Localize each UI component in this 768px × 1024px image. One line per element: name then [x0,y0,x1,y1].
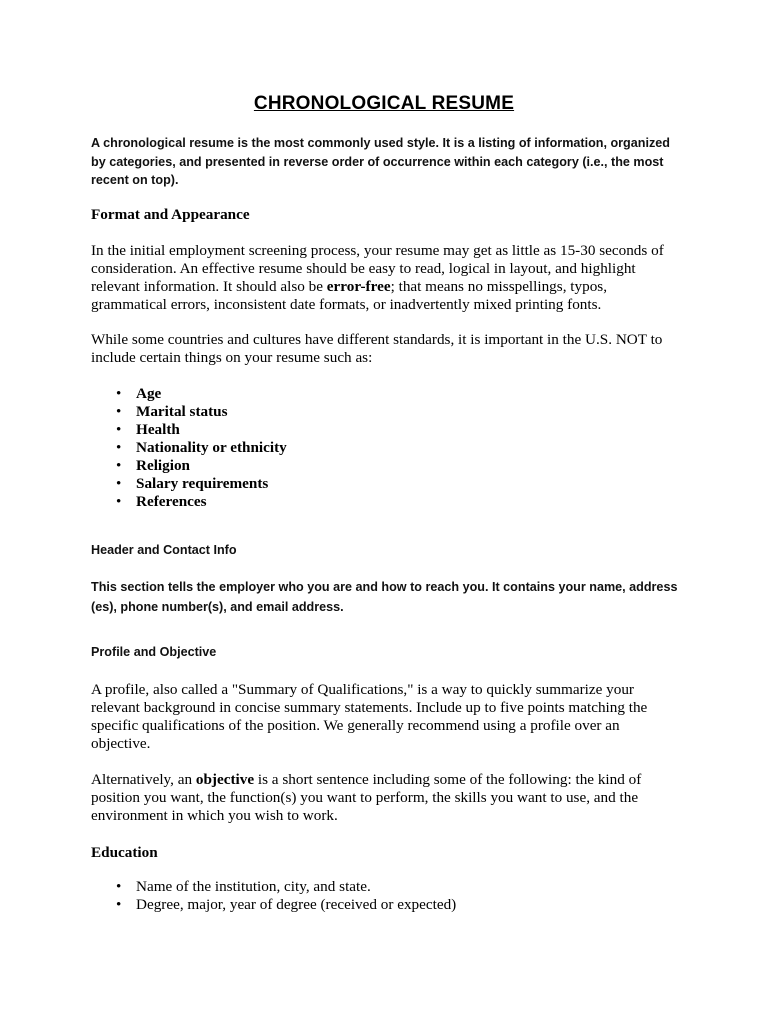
intro-paragraph: A chronological resume is the most commonly used style. It is a listing of information, organized by categories, and presented in reverse order of occurrence within each category (i.e., the most recent on top). [91,136,670,187]
contact-heading: Header and Contact Info [91,543,237,557]
error-free-emphasis: error-free [326,278,391,295]
exclude-list [91,385,287,511]
format-heading: Format and Appearance [91,206,250,223]
list-item: • Name of the institution, city, and state. [116,878,371,895]
list-item: • Health [116,421,180,438]
format-paragraph-1-end: ; that means no misspellings, typos, grammatical errors, inconsistent date formats, or inadvertently mixed printing fonts. [91,278,607,313]
bullet-icon: • [116,878,122,895]
format-paragraph-2: While some countries and cultures have different standards, it is important in the U.S. NOT to include certain things on your resume such as: [91,331,663,366]
bullet-icon: • [116,403,122,420]
bullet-icon: • [116,475,122,492]
bullet-icon: • [116,385,122,402]
list-item: • Degree, major, year of degree (received or expected) [116,896,457,913]
profile-paragraph-2 [91,771,681,825]
bullet-icon: • [116,457,122,474]
education-heading: Education [91,844,158,861]
bullet-icon: • [116,439,122,456]
format-paragraph-1 [91,242,681,314]
list-item: • Nationality or ethnicity [116,439,287,456]
bullet-icon: • [116,896,122,913]
bullet-icon: • [116,421,122,438]
profile-paragraph-2-start: Alternatively, an [91,771,196,788]
document-title: CHRONOLOGICAL RESUME [253,93,515,114]
list-item: • Age [116,385,162,402]
bullet-icon: • [116,493,122,510]
contact-paragraph: This section tells the employer who you are and how to reach you. It contains your name, address (es), phone number(s), and email address. [91,580,678,614]
profile-paragraph-2-end: is a short sentence including some of the following: the kind of position you want, the function(s) you want to perform, the skills you want to use, and the environment in which you wish to work. [91,771,642,824]
objective-emphasis: objective [195,771,255,788]
list-item: • References [116,493,207,510]
education-list [91,878,456,914]
format-paragraph-1-start: In the initial employment screening process, your resume may get as little as 15-30 seconds of consideration. An effective resume should be easy to read, logical in layout, and highlight relevant information. It should also be [91,242,664,295]
list-item: • Salary requirements [116,475,269,492]
profile-heading: Profile and Objective [91,645,217,659]
list-item: • Religion [116,457,191,474]
list-item: • Marital status [116,403,228,420]
profile-paragraph-1: A profile, also called a "Summary of Qualifications," is a way to quickly summarize your relevant background in concise summary statements. Include up to five points matching the specific qualifications of the position. We generally recommend using a profile over an objective. [91,681,648,752]
